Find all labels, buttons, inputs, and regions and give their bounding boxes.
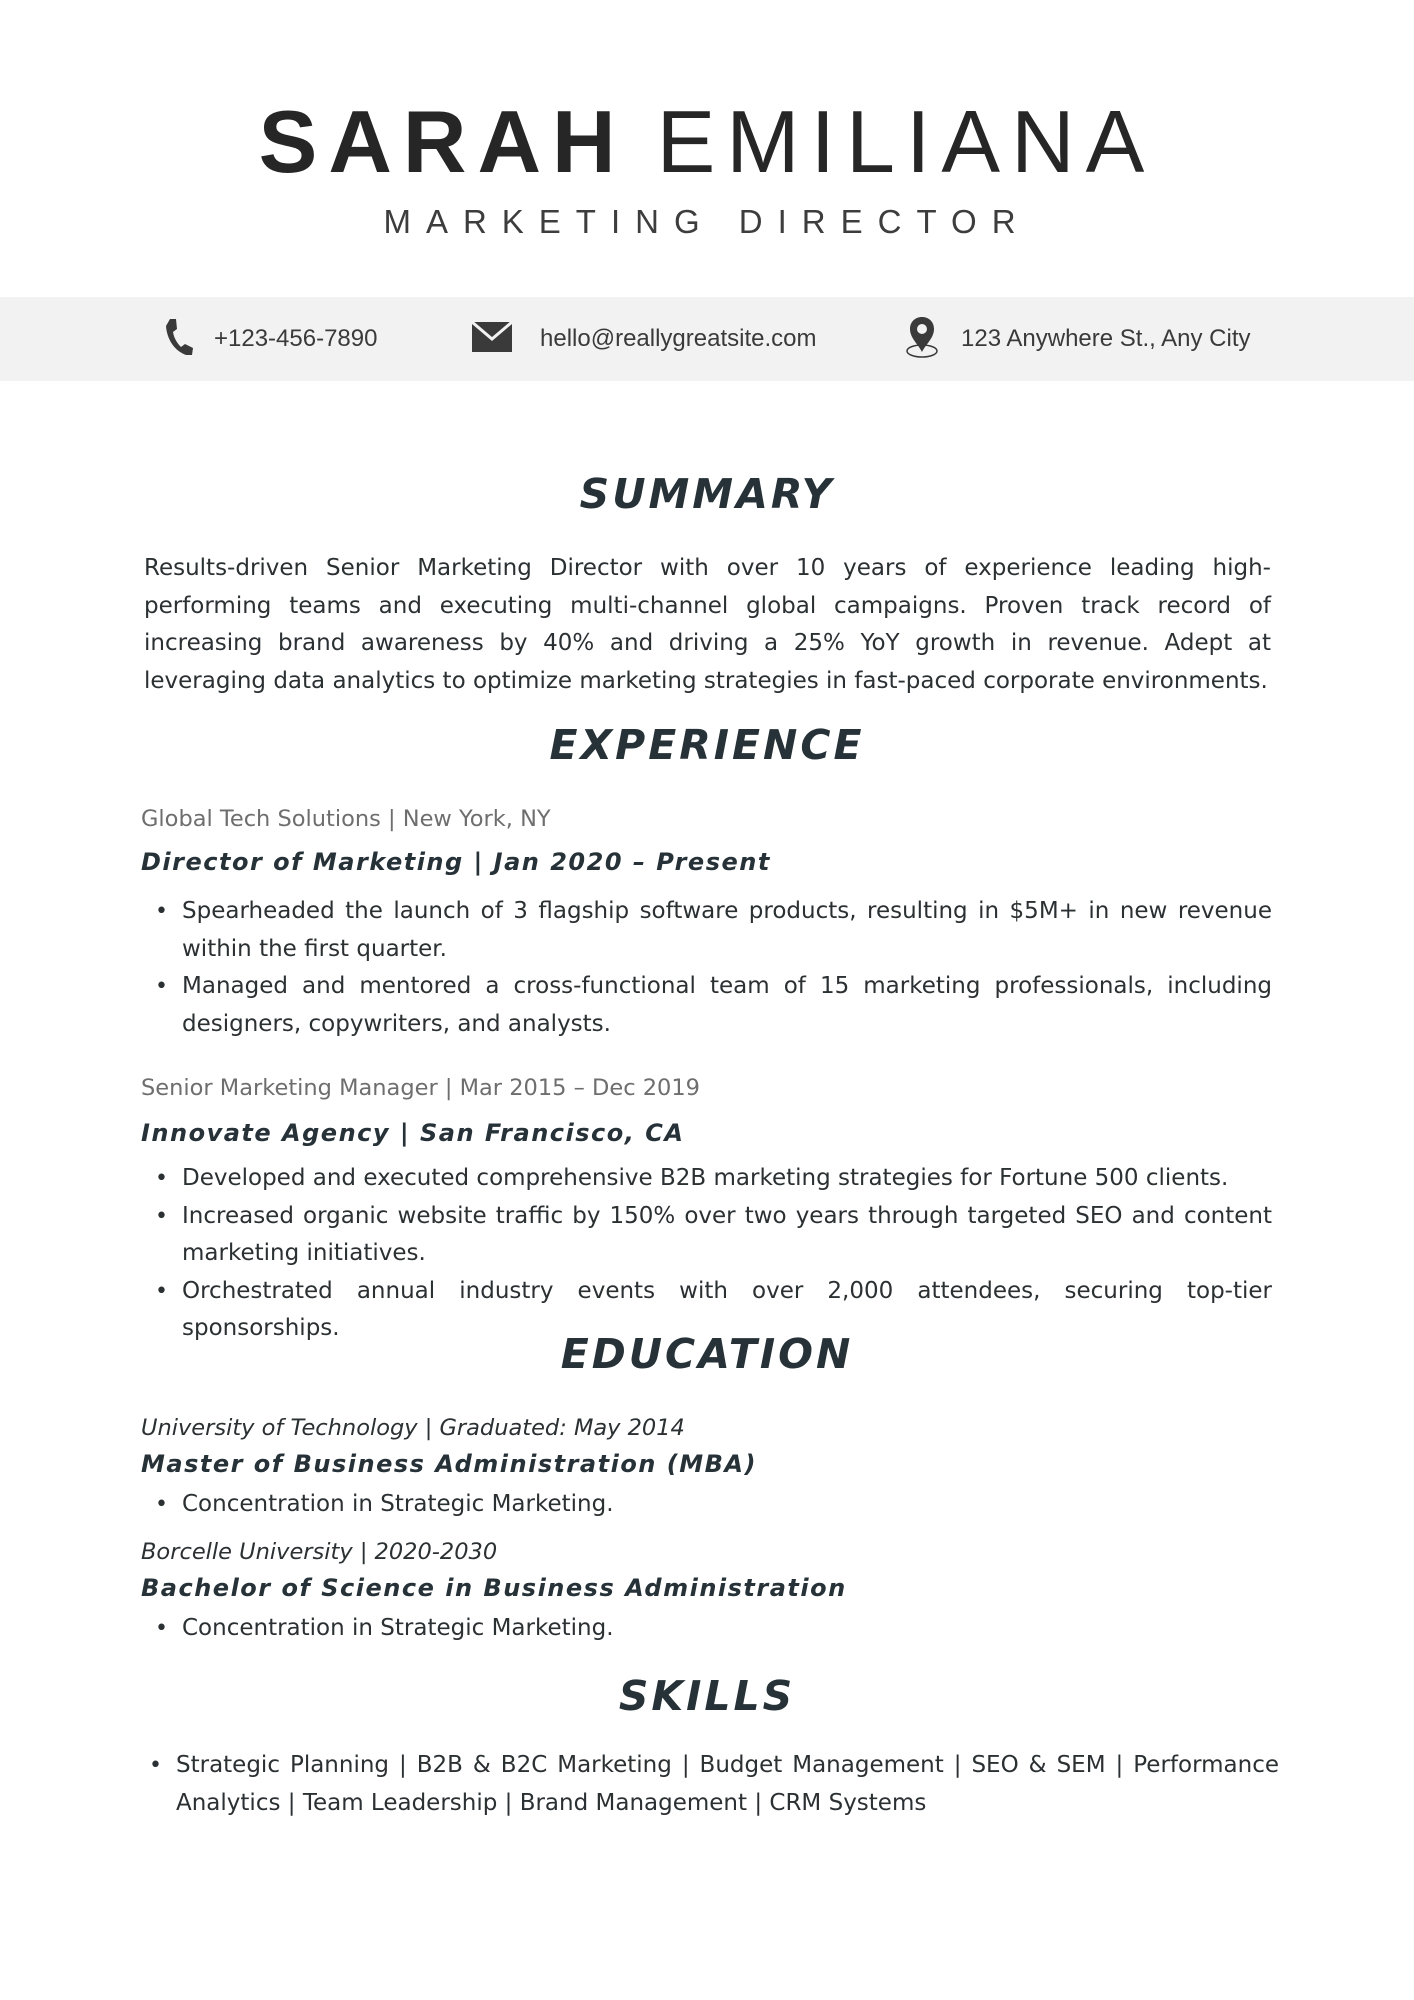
contact-address [905,297,1251,381]
list-item: • Concentration in Strategic Marketing. [182,1486,1272,1524]
education-heading: EDUCATION [560,1330,854,1378]
list-item: • Increased organic website traffic by 150% over two years through targeted SEO and content marketing initiatives. [182,1198,1272,1273]
phone-number: +123-456-7890 [214,325,378,352]
education-bullets [182,1610,1272,1648]
contact-bar [0,297,1414,381]
location-pin-icon [905,316,939,362]
first-name: SARAH [258,92,627,191]
list-item: • Managed and mentored a cross-functional team of 15 marketing professionals, including designers, copywriters, and analysts. [182,968,1272,1043]
job-bullets [182,893,1272,1043]
last-name: EMILIANA [656,92,1156,191]
skills-list [176,1747,1279,1822]
job-role: Director of Marketing | Jan 2020 – Present [141,848,771,876]
contact-phone [164,297,377,381]
job-role: Innovate Agency | San Francisco, CA [141,1119,685,1147]
contact-email [472,297,816,381]
degree-title: Bachelor of Science in Business Administration [141,1574,847,1602]
education-bullets [182,1486,1272,1524]
experience-heading: EXPERIENCE [549,721,865,769]
list-item: • Concentration in Strategic Marketing. [182,1610,1272,1648]
candidate-name [0,92,1414,192]
phone-icon [164,318,194,360]
summary-text: Results-driven Senior Marketing Director with over 10 years of experience leading high-performing teams and executing multi-channel global campaigns. Proven track record of increasing brand awareness by 40% and driving a 25% YoY growth in revenue. Adept at leveraging data analytics to optimize marketing strategies in fast-paced corporate environments. [144,555,1271,694]
education-subline: Borcelle University | 2020-2030 [141,1539,498,1565]
envelope-icon [472,322,512,356]
job-bullets [182,1160,1272,1348]
list-item: • Developed and executed comprehensive B2B marketing strategies for Fortune 500 clients. [182,1160,1272,1198]
job-title: MARKETING DIRECTOR [383,203,1031,240]
email-address: hello@reallygreatsite.com [540,325,817,352]
list-item: • Spearheaded the launch of 3 flagship software products, resulting in $5M+ in new revenue within the first quarter. [182,893,1272,968]
address: 123 Anywhere St., Any City [961,325,1251,352]
job-subline: Global Tech Solutions | New York, NY [141,806,551,832]
skills-heading: SKILLS [618,1672,796,1720]
degree-title: Master of Business Administration (MBA) [141,1450,757,1478]
list-item: • Strategic Planning | B2B & B2C Marketing | Budget Management | SEO & SEM | Performance Analytics | Team Leadership | Brand Management | CRM Systems [176,1747,1279,1822]
summary-heading: SUMMARY [579,470,835,518]
list-item: • Orchestrated annual industry events with over 2,000 attendees, securing top-tier sponsorships. [182,1273,1272,1348]
education-subline: University of Technology | Graduated: May 2014 [141,1415,685,1441]
job-subline: Senior Marketing Manager | Mar 2015 – Dec 2019 [141,1075,700,1101]
